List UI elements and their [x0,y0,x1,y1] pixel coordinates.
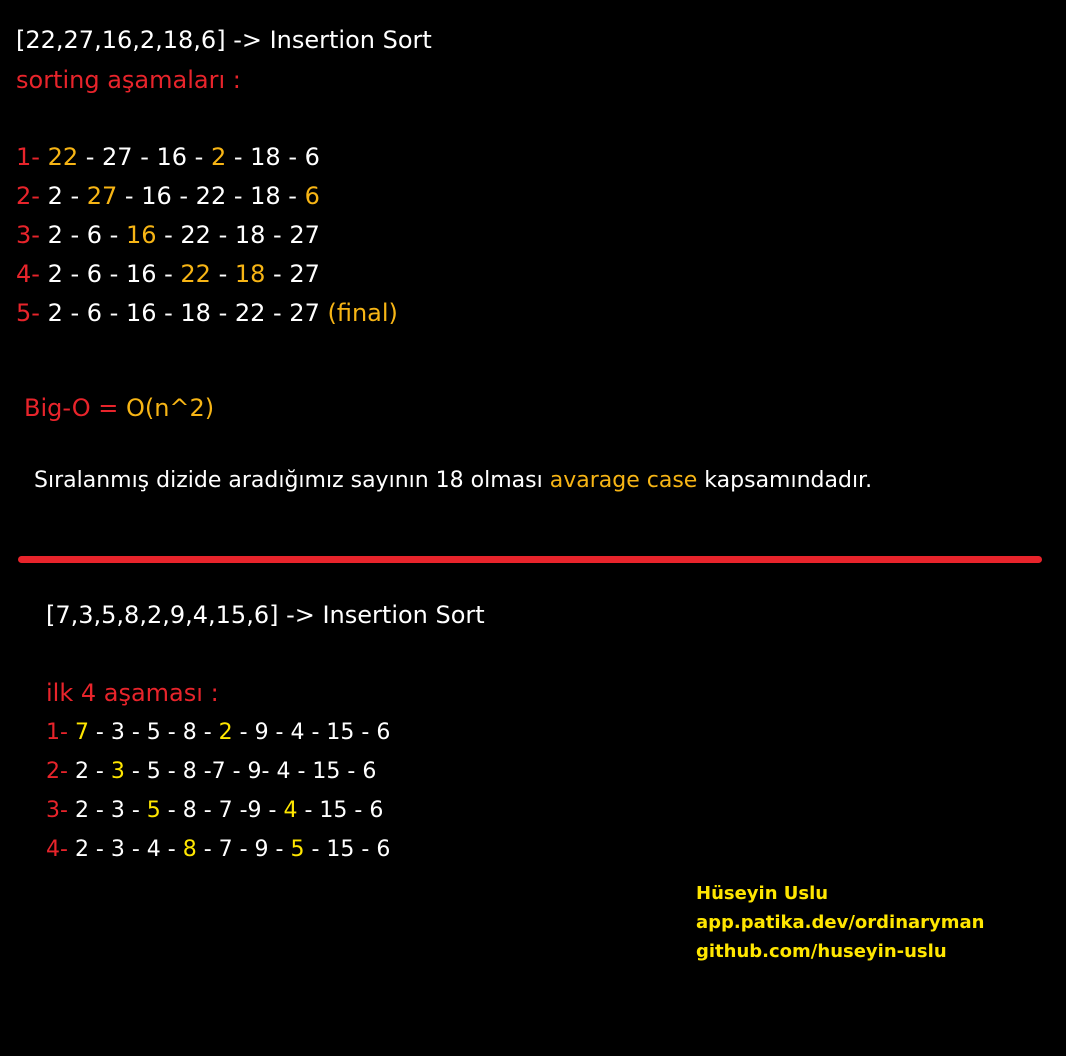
section2-step [46,759,376,784]
step-number: 1- [16,143,48,171]
step-number: 5- [16,299,48,327]
section1-step [16,182,320,210]
step-segment: 5 [146,798,161,823]
step-number: 3- [46,798,75,823]
step-segment: 7 [74,720,89,745]
patika-link[interactable]: app.patika.dev/ordinaryman [696,912,985,933]
step-number: 4- [46,837,75,862]
section1-step [16,221,320,249]
step-segment: (final) [327,299,398,327]
step-number: 4- [16,260,48,288]
step-segment: - 27 [265,260,320,288]
step-segment: 5 [290,837,305,862]
step-segment: - 8 - 7 -9 - [160,798,284,823]
case-note-highlight: avarage case [549,468,698,493]
step-segment: 8 [182,837,197,862]
section2-step [46,798,383,823]
step-segment: 22 [180,260,211,288]
step-segment: - 7 - 9 - [196,837,291,862]
step-segment: 2 - 3 - [74,798,147,823]
author-name: Hüseyin Uslu [696,883,829,904]
section1-subtitle: sorting aşamaları : [16,66,241,94]
section2-subtitle: ilk 4 aşaması : [46,679,219,707]
step-segment: 22 [47,143,79,171]
section-divider [18,556,1042,563]
step-number: 2- [16,182,48,210]
section1-step [16,260,320,288]
step-segment: 2 - 6 - 16 - 18 - 22 - 27 [47,299,328,327]
step-segment: - 15 - 6 [304,837,391,862]
step-number: 1- [46,720,75,745]
section1-title: [22,27,16,2,18,6] -> Insertion Sort [16,26,432,54]
step-segment: - 22 - 18 - 27 [156,221,320,249]
step-segment: - 5 - 8 -7 - 9- 4 - 15 - 6 [124,759,377,784]
case-note [34,468,872,493]
step-segment: - 9 - 4 - 15 - 6 [232,720,391,745]
section1-step [16,143,320,171]
case-note-part1: Sıralanmış dizide aradığımız sayının 18 olması [34,468,550,493]
step-segment: 3 [110,759,125,784]
big-o-label: Big-O = [24,394,126,422]
big-o-value: O(n^2) [125,394,215,422]
step-segment: 16 [125,221,157,249]
step-segment: 2 [218,720,233,745]
step-segment: - 16 - 22 - 18 - [117,182,305,210]
step-segment: 2 [210,143,227,171]
step-segment: 2 - 6 - 16 - [47,260,181,288]
step-segment: 2 - [74,759,111,784]
step-segment: 27 [86,182,118,210]
step-segment: - 15 - 6 [297,798,384,823]
step-segment: - 18 - 6 [226,143,320,171]
step-segment: 18 [234,260,266,288]
section2-step [46,837,390,862]
step-segment: 2 - [47,182,87,210]
step-segment: - [210,260,235,288]
section1-step [16,299,398,327]
big-o-line [24,394,214,422]
case-note-part2: kapsamındadır. [697,468,873,493]
section2-step [46,720,390,745]
step-segment: - 27 - 16 - [78,143,211,171]
section2-title: [7,3,5,8,2,9,4,15,6] -> Insertion Sort [46,601,485,629]
step-number: 2- [46,759,75,784]
step-segment: - 3 - 5 - 8 - [88,720,219,745]
step-segment: 2 - 3 - 4 - [74,837,183,862]
step-segment: 2 - 6 - [47,221,126,249]
step-segment: 4 [283,798,298,823]
github-link[interactable]: github.com/huseyin-uslu [696,941,947,962]
step-number: 3- [16,221,48,249]
step-segment: 6 [304,182,320,210]
